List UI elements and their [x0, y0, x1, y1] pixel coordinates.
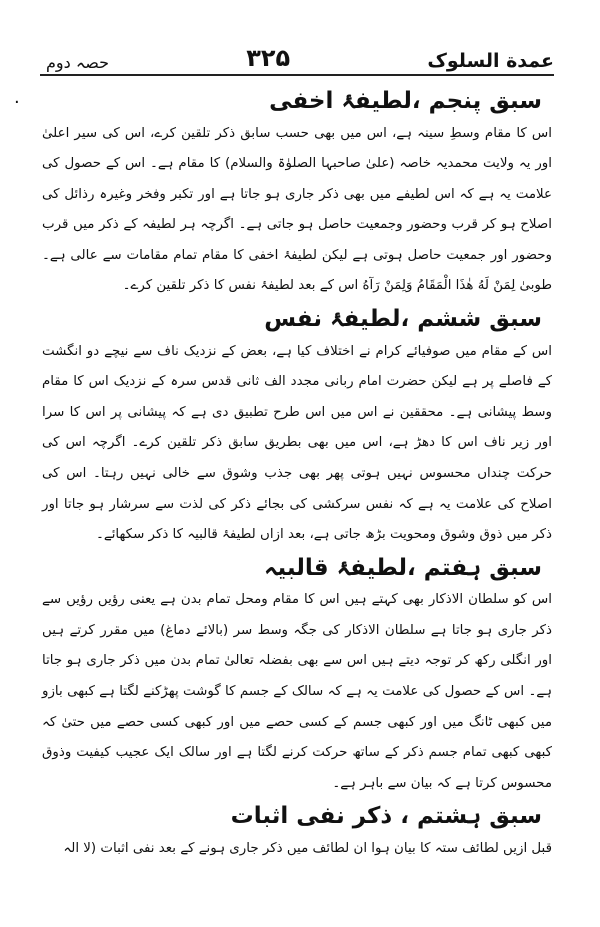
section-heading-5: سبق پنجم ،لطیفۂ اخفی	[269, 88, 542, 114]
book-title: عمدة السلوک	[427, 50, 554, 72]
section-text-8: قبل ازیں لطائف ستہ کا بیان ہوا ان لطائف میں ذکر جاری ہونے کے بعد نفی اثبات (لا الہ	[63, 840, 552, 856]
section-heading-7: سبق ہفتم ،لطیفۂ قالبیہ	[264, 554, 542, 581]
section-text-7: اس کو سلطان الاذکار بھی کہتے ہیں اس کا مقام ومحل تمام بدن ہے یعنی رؤیں رؤیں سے ذکر جاری ہو جاتا ہے سلطان الاذکار کی جگہ وسط سر (بالائے دماغ) میں مقرر کرتے ہیں اور انگلی رکھ کر توجہ دیتے ہیں اس سے بھی بفضلہ تعالیٰ تمام بدن میں ذکر جاری ہو جاتا ہے۔ اس کے حصول کی علامت یہ ہے کہ سالک کے جسم کا گوشت پھڑکنے لگتا ہے کبھی بازو میں کبھی ٹانگ میں اور کبھی جسم کے کسی حصے میں اور کبھی کسی حصے میں حتیٰ کہ کبھی کبھی تمام جسم ذکر کے ساتھ حرکت کرنے لگتا ہے اور سالک ایک عجیب کیفیت وذوق محسوس کرتا ہے کہ بیان سے باہر ہے۔	[42, 592, 552, 791]
header-rule	[40, 74, 554, 76]
page-number: ۳۲۵	[246, 44, 291, 72]
section-text-5: اس کا مقام وسطِ سینہ ہے، اس میں بھی حسب سابق ذکر تلقین کرے، اس کی سیر اعلیٰ اور یہ ولایت محمدیہ خاصہ (علیٰ صاحبہا الصلوٰۃ والسلام) کا مقام ہے۔ اس کے حصول کی علامت یہ ہے کہ اس لطیفے میں بھی ذکر جاری ہو جاتا ہے اور تکبر وفخر وغیرہ رذائل کی اصلاح ہو کر قرب وحضور وجمعیت حاصل ہو جاتی ہے۔ اگرچہ ہر لطیفہ کے ذکر میں قرب وحضور اور جمعیت حاصل ہوتی ہے لیکن لطیفۂ اخفی کا مقام تمام مقامات سے عالی ہے۔ طوبیٰ لِمَنْ لَهُ هٰذَا الْمَقَامُ وَلِمَنْ رَآهُ اس کے بعد لطیفۂ نفس کا ذکر تلقین کرے۔	[42, 125, 552, 294]
section-text-6: اس کے مقام میں صوفیائے کرام نے اختلاف کیا ہے، بعض کے نزدیک ناف سے نیچے دو انگشت کے فاصلے پر ہے لیکن حضرت امام ربانی مجدد الف ثانی قدس سرہ کے نزدیک اس کا مقام وسط پیشانی ہے۔ محققین نے اس میں اس طرح تطبیق دی ہے کہ پیشانی پر اس کا سرا اور زیر ناف اس کا دھڑ ہے، اس میں بھی بطریق سابق ذکر تلقین کرے۔ اگرچہ اس کی حرکت چنداں محسوس نہیں ہوتی پھر بھی جذب وشوق سے خالی نہیں رہتا۔ اس کی اصلاح کی علامت یہ ہے کہ نفس سرکشی کی بجائے ذکر کی لذت سے سرشار ہو جاتا اور ذکر میں ذوق وشوق ومحویت بڑھ جاتی ہے، بعد ازاں لطیفۂ قالبیہ کا ذکر سکھائے۔	[42, 343, 552, 543]
section-heading-6: سبق ششم ،لطیفۂ نفس	[264, 306, 542, 333]
page-body	[42, 84, 552, 864]
running-header	[46, 36, 554, 72]
part-label: حصہ دوم	[46, 53, 109, 72]
section-heading-8: سبق ہشتم ، ذکر نفی اثبات	[230, 803, 542, 830]
margin-mark: ·	[14, 92, 20, 113]
